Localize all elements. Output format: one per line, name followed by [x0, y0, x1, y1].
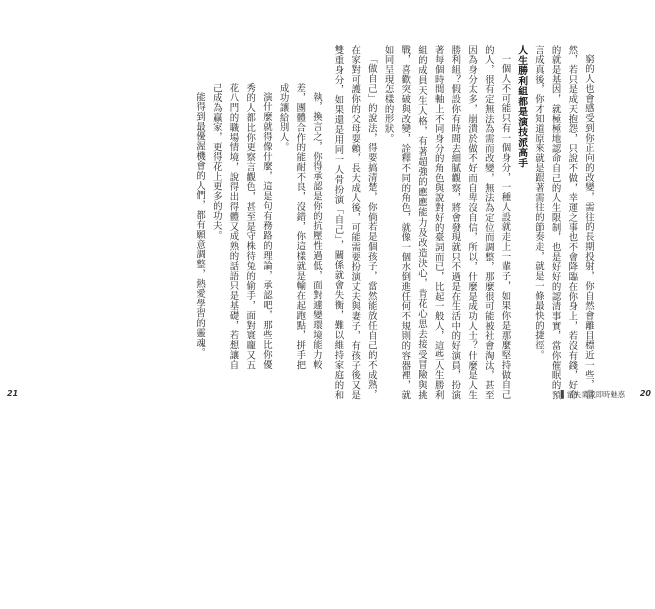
left-page-text	[112, 83, 324, 370]
left-paragraph-2: 演什麼就得像什麼，這是句有務路的理論，承認吧，那些比你優秀的人都比你更察言觀色，甚至是守株待兔的偷手，面對寰龐又五花八門的職場情境，說得出得體又成熟的話語只是基礎，若想讓自己成為贏家，更得花上更多的功夫。	[210, 83, 272, 370]
left-paragraph-3: 能得到最優渥機會的人們，都有願意調整，熱愛學習的靈魂。	[194, 92, 206, 359]
right-page-text	[330, 45, 596, 400]
body-paragraph-2: 「做自己」的說法，得要搞清楚，你倘若是個孩子，當然能放任自己的不成熟，在家對可護你的父母耍賴，長大成人後，可能需要扮演丈夫與妻子，有孩子後又是雙重身分，如果還是用同一人骨扮演「自己」，關係就會失衡，難以維持家庭的和	[332, 45, 377, 400]
right-page	[327, 0, 655, 609]
intro-paragraph: 窮的人也會感受到你正向的改變，需往的長期投射，你自然會離目標近一些，當然，若只是成天抱怨，只說不做，幸運之事也不會降臨在你身上，若沒有錢，好命的就是基因，就極極地認命自己的人生限制，也是好好的認清事實，當你催眠的預言成真後，你才知道原來就是跟著需往的節奏走，就是一條最快的捷徑。	[532, 45, 594, 400]
running-header: ▌當失業成即時魅惑	[561, 390, 625, 399]
section-heading: 人生勝利組都是演技派高手	[516, 45, 528, 168]
left-page-number: 21	[7, 389, 19, 398]
body-paragraph-1: 一個人不可能只有一個身分，一種人設就走上一輩子，如果你是那麼堅持做自己的人，很有定無法為需而改變，無法為定位而調整，那麼很可能被社會淘汰，甚至因為身分太多，崩潰於做不好而自卑沒自信，所以，什麼是成功人士？什麼是人生勝利組？假設你有時間去細膩觀察，將會發現就只不過是在生活中的好演員，扮演著每個時間軸上不同身分的角色與說對好的臺詞而已，比起一般人，這些人生勝利組的成員天生人格，有著超強的應應能力及改造決心，肯花心思去接受冒險與挑戰，喜歡突破與改變，詮釋不同的角色，就像一個水倒進任何不規則的容器裡，就如同呈現怎樣的形狀。	[382, 45, 511, 400]
right-page-number: 20	[639, 389, 651, 398]
left-paragraph-1: 執，換言之，你得承認是你的抗壓性過低，面對遽變環境能力較差，團體合作的能耐不良，沒錯，你這樣就是輸在起跑點，拼手把成功讓給別人。	[277, 83, 322, 370]
left-page	[0, 0, 327, 609]
